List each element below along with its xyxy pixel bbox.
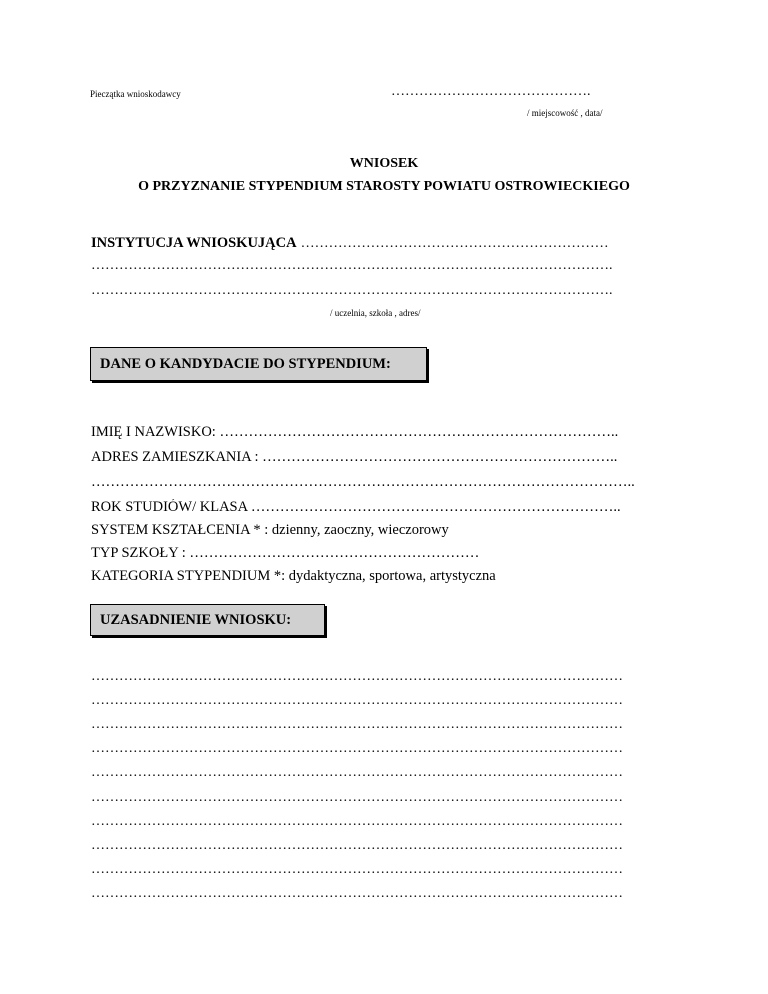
institution-dots-line-3: …………………………………………………………………………………………………. [91,283,613,298]
name-field: IMIĘ I NAZWISKO: ……………………………………………………………………….. [91,424,619,440]
justification-line: …………………………………………………………………………………………………… [91,741,623,756]
justification-line: …………………………………………………………………………………………………… [91,790,623,805]
justification-line: …………………………………………………………………………………………………… [91,862,623,877]
institution-label: INSTYTUCJA WNIOSKUJĄCA [91,235,297,251]
institution-caption: / uczelnia, szkoła , adres/ [330,308,421,318]
justification-section-heading [90,604,325,636]
place-date-label: / miejscowość , data/ [527,108,603,118]
justification-line: …………………………………………………………………………………………………… [91,693,623,708]
institution-dots: ………………………………………………………… [300,236,609,251]
scholarship-category-field: KATEGORIA STYPENDIUM *: dydaktyczna, sportowa, artystyczna [91,568,496,584]
justification-line: …………………………………………………………………………………………………… [91,814,623,829]
document-title: WNIOSEK [349,156,419,171]
place-date-dots: ……………………………………. [391,84,591,99]
school-type-field: TYP SZKOŁY : …………………………………………………… [91,545,480,561]
address-field-line-2: ………………………………………………………………………………………………….. [91,474,635,490]
address-field: ADRES ZAMIESZKANIA : ……………………………………………………………….. [91,449,618,465]
justification-line: …………………………………………………………………………………………………… [91,765,623,780]
education-system-field: SYSTEM KSZTAŁCENIA * : dzienny, zaoczny, wieczorowy [91,522,449,538]
document-subtitle: O PRZYZNANIE STYPENDIUM STAROSTY POWIATU OSTROWIECKIEGO [138,179,630,194]
candidate-section-heading [90,347,427,381]
institution-dots-line-2: …………………………………………………………………………………………………. [91,258,613,273]
institution-row [91,234,609,252]
justification-line: …………………………………………………………………………………………………… [91,717,623,732]
justification-line: …………………………………………………………………………………………………… [91,669,623,684]
justification-line: …………………………………………………………………………………………………… [91,838,623,853]
stamp-label: Pieczątka wnioskodawcy [90,89,181,99]
justification-section-heading-text: UZASADNIENIE WNIOSKU: [100,611,292,628]
year-field: ROK STUDIÓW/ KLASA ………………………………………………………………….. [91,499,621,515]
candidate-section-heading-text: DANE O KANDYDACIE DO STYPENDIUM: [100,355,391,372]
justification-line: …………………………………………………………………………………………………… [91,886,623,901]
